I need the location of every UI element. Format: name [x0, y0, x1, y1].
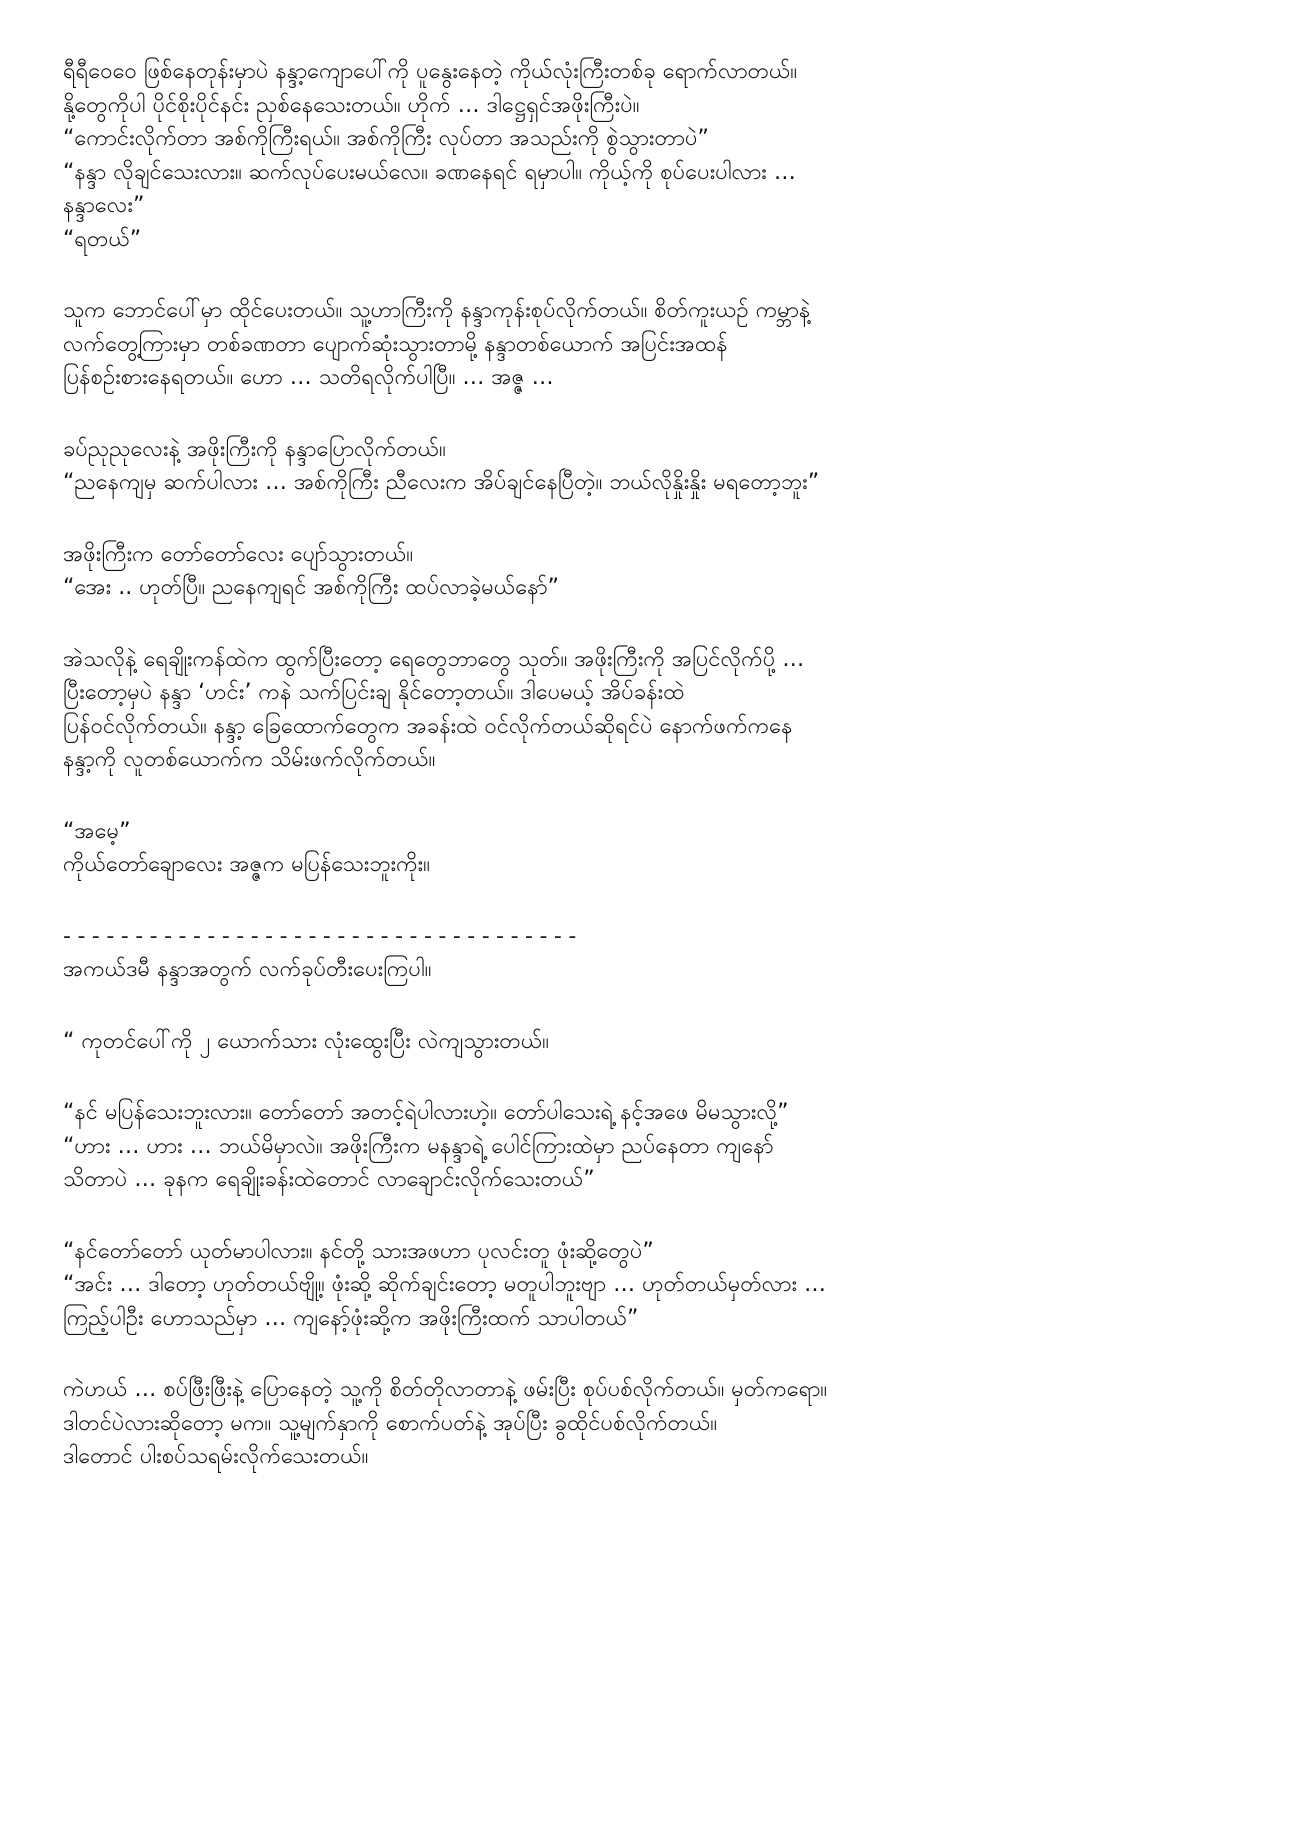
- paragraph: [63, 538, 1233, 605]
- text-line: သူက ဘောင်ပေါ်မှာ ထိုင်ပေးတယ်။ သူ့ဟာကြီးကို နန္ဒာကုန်းစုပ်လိုက်တယ်။ စိတ်ကူးယဉ် ကမ္ဘာနဲ့: [63, 298, 811, 323]
- text-line: “အမေ့”: [63, 818, 131, 844]
- text-line: ဒါတောင် ပါးစပ်သရမ်းလိုက်သေးတယ်။: [63, 1444, 369, 1469]
- text-line: ကဲဟယ် … စပ်ဖြီးဖြီးနဲ့ ပြောနေတဲ့ သူ့ကို စိတ်တိုလာတာနဲ့ ဖမ်းပြီး စုပ်ပစ်လိုက်တယ်။ မှတ်ကရော။: [63, 1377, 828, 1402]
- text-line: “ ကုတင်ပေါ်ကို ၂ ယောက်သား လုံးထွေးပြီး လဲကျသွားတယ်။: [63, 1028, 549, 1054]
- paragraph: [63, 1096, 1233, 1197]
- paragraph: [63, 1025, 1233, 1059]
- text-line: နန္ဒာလေး”: [63, 193, 145, 218]
- text-line: နန္ဒာ့ကို လူတစ်ယောက်က သိမ်းဖက်လိုက်တယ်။: [63, 747, 436, 772]
- text-line: ပြန်ဝင်လိုက်တယ်။ နန္ဒာ့ ခြေထောက်တွေက အခန်းထဲ ဝင်လိုက်တယ်ဆိုရင်ပဲ နောက်ဖက်ကနေ: [63, 713, 793, 739]
- text-line: “အင်း … ဒါတော့ ဟုတ်တယ်ဗျို့။ ဖုံးဆို့ ဆိုက်ချင်းတော့ မတူပါဘူးဗျာ … ဟုတ်တယ်မှတ်လား …: [63, 1272, 827, 1297]
- text-line: “ညနေကျမှ ဆက်ပါလား … အစ်ကိုကြီး ညီလေးက အိပ်ချင်နေပြီတဲ့။ ဘယ်လိုနှိုးနှိုး မရတော့ဘူး”: [63, 470, 820, 495]
- text-line: “နင် မပြန်သေးဘူးလား။ တော်တော် အတင့်ရဲပါလားဟဲ့။ တော်ပါသေးရဲ့ နင့်အဖေ မိမသွားလို့”: [63, 1100, 789, 1125]
- text-line: ပြန်စဉ်းစားနေရတယ်။ ဟော … သတိရလိုက်ပါပြီ။ … အဇ္ဇ …: [63, 365, 554, 390]
- paragraph: [63, 433, 1233, 500]
- text-line: နို့တွေကိုပါ ပိုင်စိုးပိုင်နင်း ညှစ်နေသေးတယ်။ ဟိုက် … ဒါဋ္ဌေရှင်အဖိုးကြီးပဲ။: [63, 92, 640, 118]
- text-line: “နင်တော်တော် ယုတ်မာပါလား။ နင်တို့ သားအဖဟာ ပုလင်းတူ ဖုံးဆို့တွေပဲ”: [63, 1238, 654, 1264]
- text-line: ဒါတင်ပဲလားဆိုတော့ မက။ သူ့မျက်နှာကို စောက်ပတ်နဲ့ အုပ်ပြီး ခွထိုင်ပစ်လိုက်တယ်။: [63, 1410, 718, 1436]
- text-line: အဲသလိုနဲ့ ရေချိုးကန်ထဲက ထွက်ပြီးတော့ ရေတွေဘာတွေ သုတ်။ အဖိုးကြီးကို အပြင်လိုက်ပို့ …: [63, 646, 805, 672]
- paragraph: [63, 643, 1233, 777]
- text-line: ကြည့်ပါဦး ဟောသည်မှာ … ကျနော့်ဖုံးဆို့က အဖိုးကြီးထက် သာပါတယ်”: [63, 1305, 639, 1331]
- paragraph: [63, 294, 1233, 395]
- text-line: “ကောင်းလိုက်တာ အစ်ကိုကြီးရယ်။ အစ်ကိုကြီး လုပ်တာ အသည်းကို စွဲသွားတာပဲ”: [63, 126, 709, 151]
- text-line: ခပ်ညုညုလေးနဲ့ အဖိုးကြီးကို နန္ဒာပြောလိုက်တယ်။: [63, 436, 446, 462]
- text-line: “နန္ဒာ လိုချင်သေးလား။ ဆက်လုပ်ပေးမယ်လေ။ ခဏနေရင် ရမှာပါ။ ကိုယ့်ကို စုပ်ပေးပါလား …: [63, 159, 796, 185]
- text-line: အကယ်ဒမီ နန္ဒာအတွက် လက်ခုပ်တီးပေးကြပါ။: [63, 957, 432, 982]
- text-line: သိတာပဲ … ခုနက ရေချိုးခန်းထဲတောင် လာချောင်းလိုက်သေးတယ်”: [63, 1167, 595, 1192]
- paragraph: [63, 55, 1233, 256]
- paragraph: [63, 1235, 1233, 1336]
- document-body: [63, 55, 1233, 1512]
- paragraph: [63, 1373, 1233, 1474]
- separator-line: ------------------------------------: [63, 923, 583, 949]
- text-line: “ရတယ်”: [63, 226, 142, 252]
- text-line: ရီရီဝေဝေ ဖြစ်နေတုန်းမှာပဲ နန္ဒာ့ကျောပေါ်ကို ပူနွေးနေတဲ့ ကိုယ်လုံးကြီးတစ်ခု ရောက်လာတယ်။: [63, 59, 798, 84]
- text-line: လက်တွေ့ကြားမှာ တစ်ခဏတာ ပျောက်ဆုံးသွားတာမို့ နန္ဒာတစ်ယောက် အပြင်းအထန်: [63, 331, 728, 357]
- text-line: ကိုယ်တော်ချောလေး အဇ္ဇက မပြန်သေးဘူးကိုး။: [63, 852, 430, 877]
- text-line: အဖိုးကြီးက တော်တော်လေး ပျော်သွားတယ်။: [63, 541, 414, 567]
- text-line: ပြီးတော့မှပဲ နန္ဒာ ‘ဟင်း’ ကနဲ သက်ပြင်းချ နိုင်တော့တယ်။ ဒါပေမယ့် အိပ်ခန်းထဲ: [63, 680, 685, 705]
- paragraph: [63, 815, 1233, 882]
- text-line: “အေး .. ဟုတ်ပြီ။ ညနေကျရင် အစ်ကိုကြီး ထပ်လာခဲ့မယ်နော်”: [63, 575, 559, 600]
- paragraph: [63, 920, 1233, 987]
- text-line: “ဟား … ဟား … ဘယ်မိမှာလဲ။ အဖိုးကြီးက မနန္ဒာရဲ့ ပေါင်ကြားထဲမှာ ညပ်နေတာ ကျနော်: [63, 1133, 774, 1159]
